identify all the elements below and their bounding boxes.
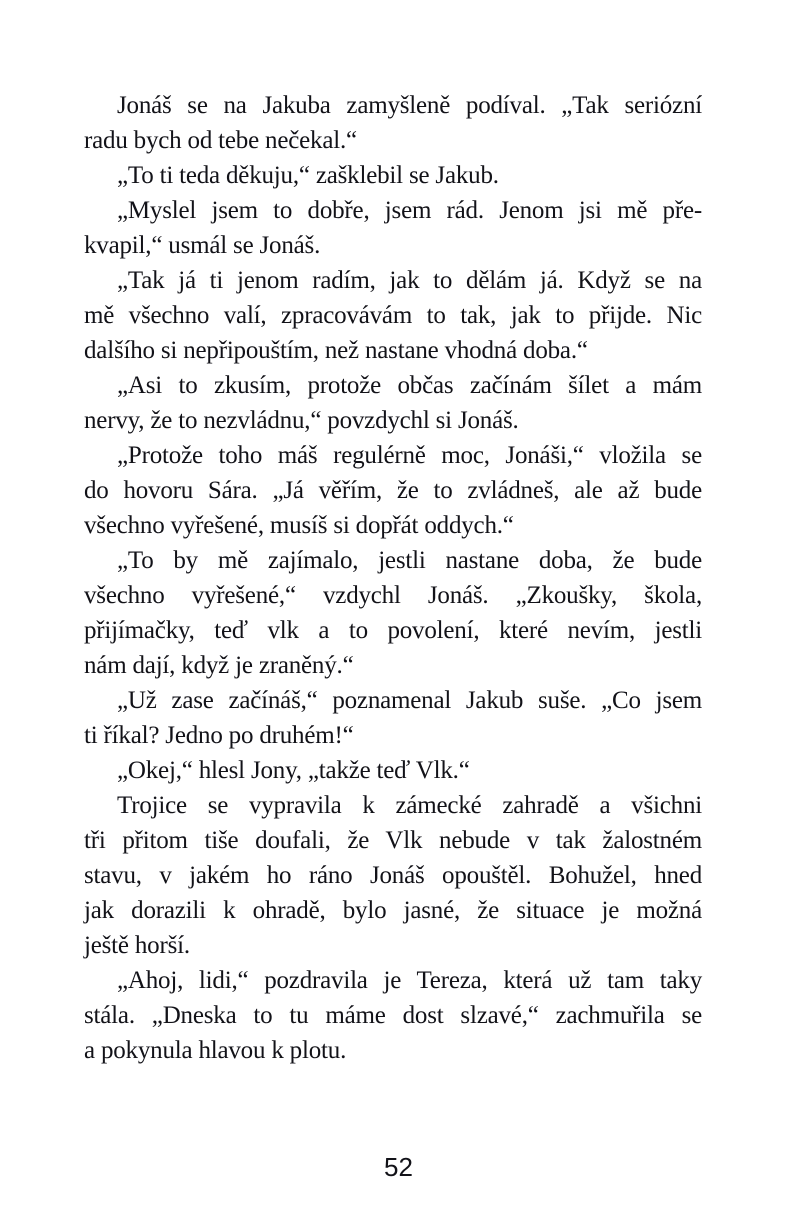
paragraph bbox=[84, 88, 702, 158]
text-line: tři přitom tiše doufali, že Vlk nebude v tak žalostném bbox=[84, 827, 702, 854]
text-line: „Asi to zkusím, protože občas začínám šílet a mám bbox=[117, 372, 702, 399]
text-line: přijímačky, teď vlk a to povolení, které nevím, jestli bbox=[84, 617, 702, 644]
text-line: „Myslel jsem to dobře, jsem rád. Jenom jsi mě pře- bbox=[117, 197, 702, 224]
text-line: všechno vyřešené,“ vzdychl Jonáš. „Zkoušky, škola, bbox=[84, 582, 702, 609]
text-line: „Protože toho máš regulérně moc, Jonáši,“ vložila se bbox=[117, 442, 702, 469]
text-line: „Ahoj, lidi,“ pozdravila je Tereza, která už tam taky bbox=[117, 967, 702, 994]
text-line: nám dají, když je zraněný.“ bbox=[84, 652, 354, 679]
text-line: dalšího si nepřipouštím, než nastane vhodná doba.“ bbox=[84, 337, 588, 364]
text-line: kvapil,“ usmál se Jonáš. bbox=[84, 232, 321, 259]
text-line: „To by mě zajímalo, jestli nastane doba, že bude bbox=[117, 547, 702, 574]
text-line: ještě horší. bbox=[84, 932, 190, 959]
text-line: stavu, v jakém ho ráno Jonáš opouštěl. Bohužel, hned bbox=[84, 862, 702, 889]
text-block bbox=[84, 88, 702, 1068]
text-line: všechno vyřešené, musíš si dopřát oddych.“ bbox=[84, 512, 514, 539]
page-number: 52 bbox=[384, 1152, 413, 1182]
text-line: do hovoru Sára. „Já věřím, že to zvládneš, ale až bude bbox=[84, 477, 702, 504]
paragraph bbox=[84, 438, 702, 543]
text-line: radu bych od tebe nečekal.“ bbox=[84, 127, 357, 154]
text-line: Trojice se vypravila k zámecké zahradě a všichni bbox=[117, 792, 702, 819]
paragraph bbox=[84, 158, 702, 193]
text-line: nervy, že to nezvládnu,“ povzdychl si Jonáš. bbox=[84, 407, 519, 434]
paragraph bbox=[84, 788, 702, 963]
text-line: „Okej,“ hlesl Jony, „takže teď Vlk.“ bbox=[117, 757, 470, 784]
text-line: mě všechno valí, zpracovávám to tak, jak to přijde. Nic bbox=[84, 302, 702, 329]
paragraph bbox=[84, 263, 702, 368]
paragraph bbox=[84, 753, 702, 788]
paragraph bbox=[84, 683, 702, 753]
text-line: stála. „Dneska to tu máme dost slzavé,“ zachmuřila se bbox=[84, 1002, 702, 1029]
paragraph bbox=[84, 543, 702, 683]
text-line: „Už zase začínáš,“ poznamenal Jakub suše. „Co jsem bbox=[117, 687, 702, 714]
text-line: ti říkal? Jedno po druhém!“ bbox=[84, 722, 354, 749]
text-line: „To ti teda děkuju,“ zašklebil se Jakub. bbox=[117, 162, 499, 189]
text-line: Jonáš se na Jakuba zamyšleně podíval. „Tak seriózní bbox=[117, 92, 702, 119]
text-line: a pokynula hlavou k plotu. bbox=[84, 1037, 347, 1064]
paragraph bbox=[84, 963, 702, 1068]
text-line: „Tak já ti jenom radím, jak to dělám já. Když se na bbox=[117, 267, 702, 294]
paragraph bbox=[84, 368, 702, 438]
paragraph bbox=[84, 193, 702, 263]
text-line: jak dorazili k ohradě, bylo jasné, že situace je možná bbox=[84, 897, 702, 924]
